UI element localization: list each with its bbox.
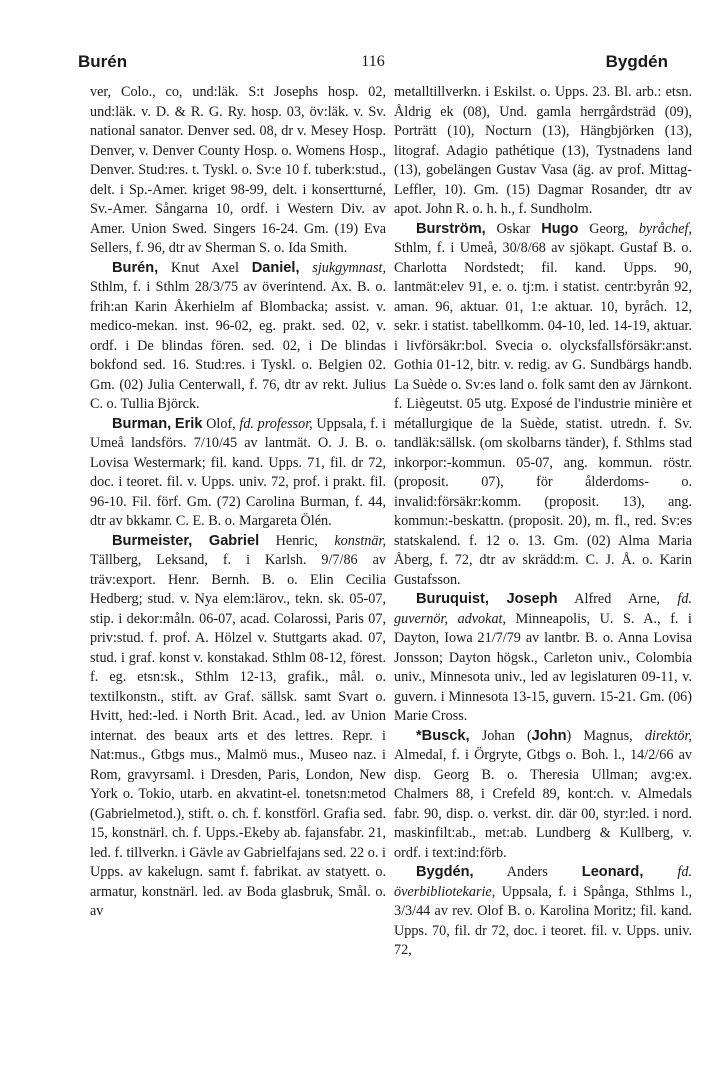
page-header xyxy=(78,52,668,74)
entry-occupation: sjukgymnast, xyxy=(299,259,386,276)
entry-buren-daniel: Burén, Knut Axel Daniel, sjukgymnast, Sthlm, f. i Sthlm 28/3/75 av överintend. Ax. B. o. frih:an Karin Åkerhielm af Blombacka; assist. v. medico-mekan. inst. 96-02, eg. prakt. sed. 02, v. ordf. i De blindas fören. sed. 02, i De blindas bokfond sed. 16. Stud:res. i Tyskl. o. Belgien 02. Gm. (02) Julia Centerwall, f. 76, dtr av rekt. Julius C. o. Tullia Björck. xyxy=(90,259,386,412)
header-left-keyword: Burén xyxy=(78,52,128,71)
entry-occupation: byråchef, xyxy=(638,220,692,237)
entry-callname: Leonard, xyxy=(581,864,644,880)
entry-surname: Burmeister, xyxy=(112,532,193,549)
entry-callname: Hugo xyxy=(541,220,579,237)
entry-callname: Erik xyxy=(174,415,203,432)
entry-surname: Burman, xyxy=(112,415,172,432)
entry-continuation: metalltillverkn. i Eskilst. o. Upps. 23. Bl. arb.: etsn. Åldrig ek (08), Und. gamla herrgårdsträd (09), Porträtt (10), Nocturn (13), Hängbjörken (13), litograf. Adagio pathétique (13), Tystnadens land (13), gobelängen Gustav Vasa (äg. av prof. Mittag-Leffler, 10). Gm. (15) Dagmar Rosander, dtr av apot. John R. o. h. h., f. Sundholm. xyxy=(394,84,692,217)
entry-occupation: fd. professor, xyxy=(239,415,313,432)
entry-burman-erik: Burman, Erik Olof, fd. professor, Uppsala, f. i Umeå landsförs. 7/10/45 av lantmät. O. J. B. o. Lovisa Westermark; fil. kand. Upps. 71, fil. dr 72, doc. i teoret. fil. v. Upps. univ. 72, prof. i prakt. fil. 96-10. Fil. förf. Gm. (72) Carolina Burman, f. 44, dtr av bkkamr. C. E. B. o. Margareta Ölén. xyxy=(90,415,386,529)
entry-callname: Joseph xyxy=(506,591,558,607)
entry-burstrom-hugo: Burström, Oskar Hugo Georg, byråchef, Sthlm, f. i Umeå, 30/8/68 av sjökapt. Gustaf B. o. Charlotta Nordstedt; fil. kand. Upps. 90, lantmät:elev 91, e. o. tj:m. i statist. centr:byrån 92, aman. 96, aktuar. 01, 1:e aktuar. 10, byråch. 12, sekr. i statist. tabellkomm. 04-10, led. 14-19, aktuar. i livförsäkr:bol. Svecia o. olycksfallsförsäkr:anst. Gothia 01-12, bitr. v. redig. av G. Sundbärgs handb. La Suède o. Sv:es land o. folk samt den av Järnkont. f. Liègeutst. 05 utg. Exposé de l'industrie minière et métallurgique de la Suède, statist. utredn. f. Sv. tandläk:sällsk. (om skolbarns tänder), f. Sthlms stad inkorpor:-kommun. 05-07, ang. kommun. röstr. (proposit. 07), för ålderdoms- o. invalid:försäkr:komm. (proposit. 13), ang. kommun:-beskattn. (proposit. 20), m. fl., red. Sv:es statskalend. f. 12 o. 13. Gm. (02) Alma Maria Åberg, f. 72, dtr av skrädd:m. C. J. Å. o. Karin Gustafsson. xyxy=(394,220,692,588)
entry-surname: Bygdén, xyxy=(416,864,474,880)
entry-occupation: konstnär, xyxy=(334,532,386,549)
right-column xyxy=(394,83,692,961)
entry-callname: John xyxy=(531,727,567,744)
entry-callname: Daniel, xyxy=(251,259,300,276)
entry-busck-john: *Busck, Johan (John) Magnus, direktör, Almedal, f. i Örgryte, Gtbgs o. Boh. l., 14/2/66 av disp. Georg B. o. Theresia Ullman; avg:ex. Chalmers 88, i Crefeld 89, kont:ch. v. Almedals fabr. 90, disp. o. verkst. dir. där 00, styr:led. i nord. maskinfilt:ab., met:ab. Lundberg & Kullberg, v. ordf. i text:ind:förb. xyxy=(394,727,692,861)
entry-bygden-leonard: Bygdén, Anders Leonard, fd. överbibliotekarie, Uppsala, f. i Spånga, Sthlms l., 3/3/44 av rev. Olof B. o. Karolina Moritz; fil. kand. Upps. 70, fil. dr 72, doc. i teoret. fil. v. Upps. univ. 72, xyxy=(394,864,692,958)
entry-surname: Buruquist, xyxy=(416,591,489,607)
entry-callname: Gabriel xyxy=(208,532,260,549)
entry-occupation: fd. guvernör, advokat, xyxy=(394,591,693,627)
entry-occupation: fd. överbibliotekarie, xyxy=(394,864,692,900)
entry-buruquist-joseph: Buruquist, Joseph Alfred Arne, fd. guvernör, advokat, Minneapolis, U. S. A., f. i Dayton, Iowa 21/7/79 av lantbr. B. o. Anna Lovisa Jonsson; Dayton högsk., Carleton univ., Colombia univ., Minnesota univ., led av legislaturen 09-11, v. guvern. i Minnesota 13-15, guvern. 15-21. Gm. (06) Marie Cross. xyxy=(394,591,693,724)
entry-surname: Burén, xyxy=(112,259,159,276)
page-number: 116 xyxy=(361,53,385,70)
header-right-keyword: Bygdén xyxy=(605,52,668,71)
entry-continuation: ver, Colo., co, und:läk. S:t Josephs hosp. 02, und:läk. v. D. & R. G. Ry. hosp. 03, öv:läk. v. Sv. national sanator. Denver sed. 08, dr v. Mesey Hosp. Denver, v. Denver County Hosp. o. Womens Hosp., Denver. Stud:res. t. Tyskl. o. Sv:e 10 f. tuberk:stud., delt. i Sp.-Amer. kriget 98-99, delt. i konsertturné, Sv.-Amer. Sångarna 10, ordf. i Western Div. av Amer. Union Swed. Singers 16-24. Gm. (19) Eva Sellers, f. 96, dtr av Sherman S. o. Ida Smith. xyxy=(90,84,386,256)
entry-burmeister-gabriel: Burmeister, Gabriel Henric, konstnär, Tällberg, Leksand, f. i Karlsh. 9/7/86 av träv:export. Henr. Bernh. B. o. Elin Cecilia Hedberg; stud. v. Nya elem:lärov., tekn. sk. 05-07, stip. i dekor:måln. 06-07, acad. Colarossi, Paris 07, priv:stud. f. prof. A. Hölzel v. Stuttgarts akad. 07, stud. i graf. konst v. konstakad. Sthlm 08-12, förest. f. eg. etsn:sk., Sthlm 12-13, grafik., mål. o. textilkonstn., stift. av Graf. sällsk. samt Svart o. Hvitt, hed:-led. i North Brit. Acad., led. av Union internat. des beaux arts et des lettres. Repr. i Nat:mus., Gtbgs mus., Malmö mus., Museo naz. i Rom, gravyrsaml. i Dresden, Paris, London, New York o. Tokio, utarb. en akvatint-el. tonetsn:metod (Gabrielmetod.), stift. o. ch. f. konstförl. Grafia sed. 15, konstnärl. ch. f. Upps.-Ekeby ab. fajansfabr. 21, led. f. tillverkn. i Gävle av Gabrielfajans sed. 22 o. i Upps. av kakelugn. samt f. fabrikat. av statyett. o. armatur, konstnärl. led. av Boda glasbruk, Smål. o. av xyxy=(90,532,386,919)
entry-surname: *Busck, xyxy=(416,727,470,744)
entry-occupation: direktör, xyxy=(644,727,692,744)
left-column xyxy=(90,83,386,922)
entry-surname: Burström, xyxy=(416,220,486,237)
